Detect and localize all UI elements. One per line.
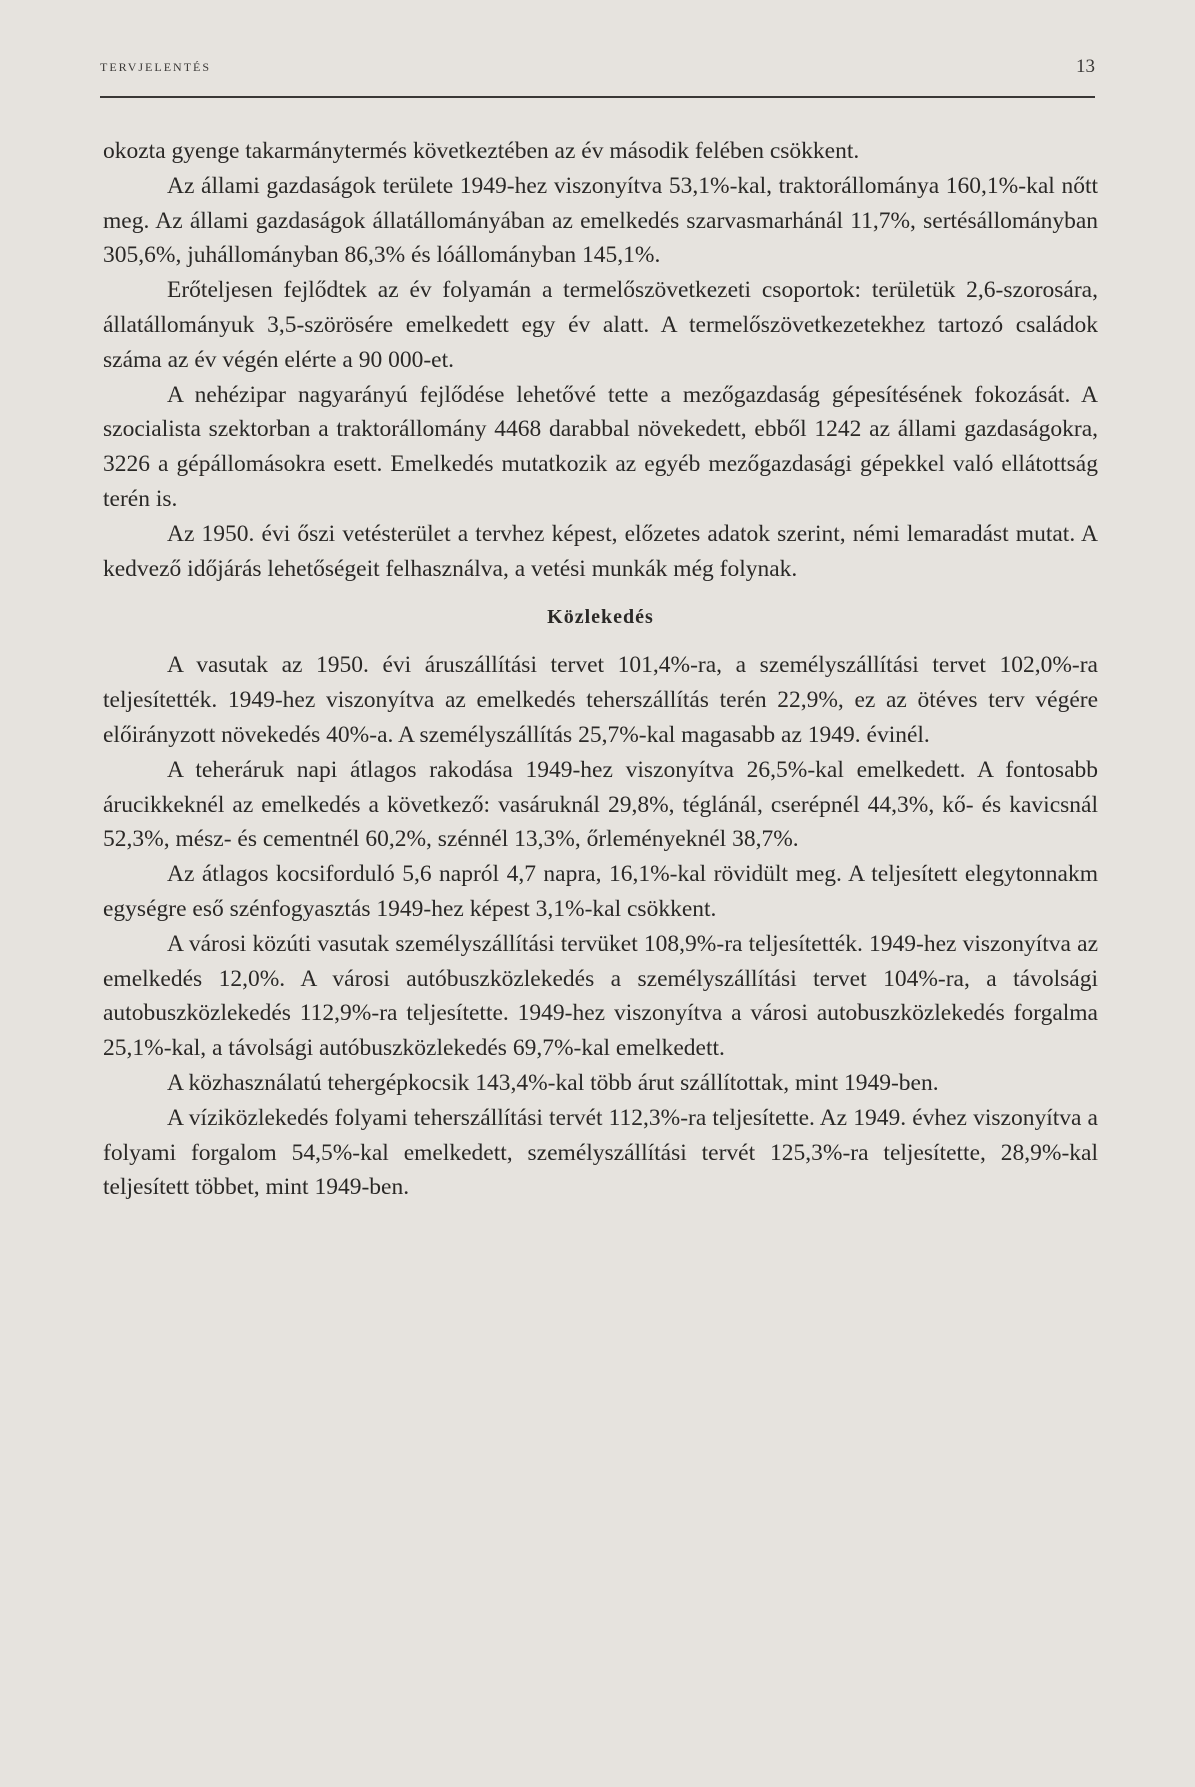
paragraph: Az 1950. évi őszi vetésterület a tervhez képest, előzetes adatok szerint, némi lemaradást mutat. A kedvező időjárás lehetőségeit felhasználva, a vetési munkák még folynak. [103,520,1098,582]
paragraph: A városi közúti vasutak személyszállítási tervüket 108,9%-ra teljesítették. 1949-hez viszonyítva az emelkedés 12,0%. A városi autóbuszközlekedés a személyszállítási tervet 104%-ra, a távolsági autobuszközlekedés 112,9%-ra teljesítette. 1949-hez viszonyítva a városi autobuszközlekedés forgalma 25,1%-kal, a távolsági autóbuszközlekedés 69,7%-kal emelkedett. [103,930,1098,1062]
paragraph: Az állami gazdaságok területe 1949-hez viszonyítva 53,1%-kal, traktorállománya 160,1%-kal nőtt meg. Az állami gazdaságok állatállományában az emelkedés szarvasmarhánál 11,7%, sertésállományban 305,6%, juhállományban 86,3% és lóállományban 145,1%. [103,172,1098,269]
paragraph: A nehézipar nagyarányú fejlődése lehetővé tette a mezőgazdaság gépesítésének fokozását. A szocialista szektorban a traktorállomány 4468 darabbal növekedett, ebből 1242 az állami gazdaságokra, 3226 a gépállomásokra esett. Emelkedés mutatkozik az egyéb mezőgazdasági gépekkel való ellátottság terén is. [103,381,1098,512]
paragraph: okozta gyenge takarmánytermés következtében az év második felében csökkent. [103,138,860,164]
paragraph: Az átlagos kocsiforduló 5,6 napról 4,7 napra, 16,1%-kal rövidült meg. A teljesített elegytonnakm egységre eső szénfogyasztás 1949-hez képest 3,1%-kal csökkent. [103,861,1098,922]
paragraph: Erőteljesen fejlődtek az év folyamán a termelőszövetkezeti csoportok: területük 2,6-szorosára, állatállományuk 3,5-szörösére emelkedett egy év alatt. A termelőszövetkezetekhez tartozó családok száma az év végén elérte a 90 000-et. [103,277,1098,373]
paragraph: A víziközlekedés folyami teherszállítási tervét 112,3%-ra teljesítette. Az 1949. évhez viszonyítva a folyami forgalom 54,5%-kal emelkedett, személyszállítási tervét 125,3%-ra teljesítette, 28,9%-kal teljesített többet, mint 1949-ben. [103,1104,1098,1201]
paragraph: A vasutak az 1950. évi áruszállítási tervet 101,4%-ra, a személyszállítási tervet 102,0%-ra teljesítették. 1949-hez viszonyítva az emelkedés teherszállítás terén 22,9%, ez az ötéves terv végére előirányzott növekedés 40%-a. A személyszállítás 25,7%-kal magasabb az 1949. évinél. [103,652,1098,748]
paragraph: A teheráruk napi átlagos rakodása 1949-hez viszonyítva 26,5%-kal emelkedett. A fontosabb árucikkeknél az emelkedés a következő: vasáruknál 29,8%, téglánál, cserépnél 44,3%, kő- és kavicsnál 52,3%, mész- és cementnél 60,2%, szénnél 13,3%, őrleményeknél 38,7%. [103,756,1098,853]
running-header [100,56,1095,98]
page-number: 13 [1076,56,1095,77]
paragraph: A közhasználatú tehergépkocsik 143,4%-kal több árut szállítottak, mint 1949-ben. [167,1069,939,1096]
body-text [103,134,1098,1205]
section-heading: Közlekedés [547,606,654,629]
running-title: TERVJELENTÉS [100,60,212,74]
